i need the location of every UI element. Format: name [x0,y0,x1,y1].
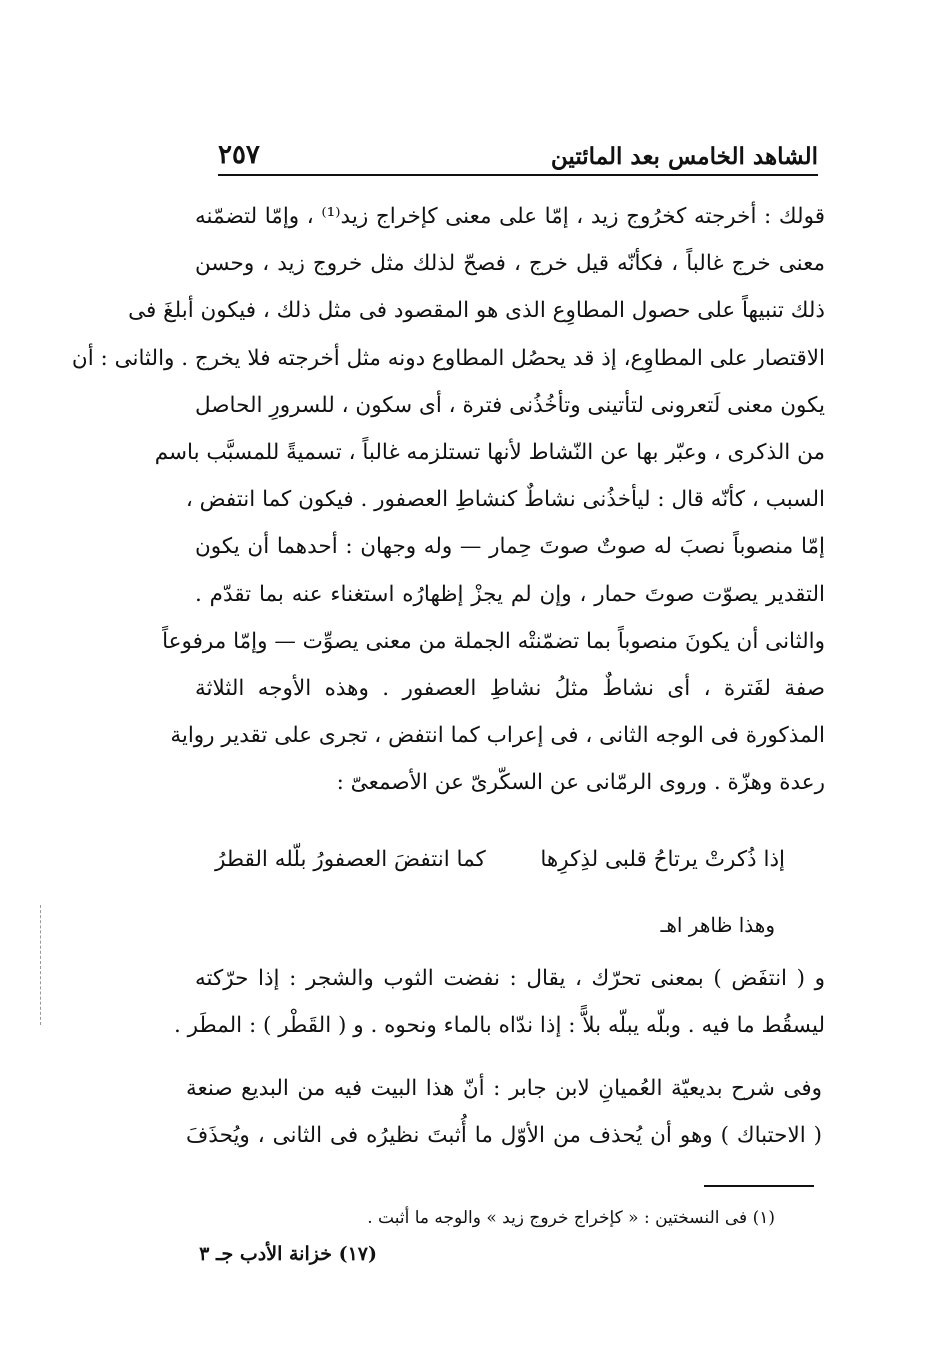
page-number: ٢٥٧ [218,140,260,170]
poetry-verse [215,835,785,883]
text-line: وفى شرح بديعيّة العُميانِ لابن جابر : أنّ هذا البيت فيه من البديع صنعة [186,1076,822,1101]
page-header [218,124,818,170]
text-line: من الذكرى ، وعبّر بها عن النّشاط لأنها تستلزمه غالباً ، تسميةً للمسبَّب باسم [154,439,825,465]
text-line: قولك : أخرجته كخرُوج زيد ، إمّا على معنى كإخراج زيد⁽¹⁾ ، وإمّا لتضمّنه [195,204,825,229]
text-line: صفة لفَترة ، أى نشاطٌ مثلُ نشاطِ العصفور . وهذه الأوجه الثلاثة [195,675,825,701]
closing-remark: وهذا ظاهر اهـ [660,913,775,937]
text-line: والثانى أن يكونَ منصوباً بما تضمّنتْه الجملة من معنى يصوِّت — وإمّا مرفوعاً [162,628,825,654]
explanation-paragraph [174,955,825,1049]
text-line: إمّا منصوباً نصبَ له صوتٌ صوتَ حِمار — وله وجهان : أحدهما أن يكون [195,534,825,560]
running-title: الشاهد الخامس بعد المائتين [550,143,818,170]
verse-first-hemistich: إذا ذُكرتْ يرتاحُ قلبى لذِكرِها [540,846,785,872]
main-paragraph [71,193,825,806]
text-line: ( الاحتباك ) وهو أن يُحذف من الأوّل ما أُثبتَ نظيرُه فى الثانى ، ويُحذَفَ [186,1123,822,1149]
header-rule [218,174,818,176]
footnote-rule [704,1185,814,1187]
verse-second-hemistich: كما انتفضَ العصفورُ بلّله القطرُ [215,846,486,872]
text-line: السبب ، كأنّه قال : ليأخذُنى نشاطٌ كنشاطِ العصفور . فيكون كما انتفض ، [185,487,825,513]
text-line: يكون معنى لَتعرونى لتأتينى وتأخُذُنى فترة ، أى سكون ، للسرورِ الحاصل [195,392,825,418]
text-line: التقدير يصوّت صوتَ حمار ، وإن لم يجزْ إظهارُه استغناء عنه بما تقدّم . [195,581,825,607]
text-line: الاقتصار على المطاوِع، إذ قد يحصُل المطاوع دونه مثل أخرجته فلا يخرج . والثانى : أن [71,345,825,371]
footnote: (١) فى النسختين : « كإخراج خروج زيد » والوجه ما أثبت . [367,1208,775,1228]
margin-tick [40,905,41,1025]
text-line: ذلك تنبيهاً على حصول المطاوِع الذى هو المقصود فى مثل ذلك ، فيكون أبلغَ فى [128,298,825,324]
printer-signature: (١٧) خزانة الأدب جـ ٣ [199,1243,377,1265]
text-line: و ( انتفَض ) بمعنى تحرّك ، يقال : نفضت الثوب والشجر : إذا حرّكته [195,966,825,991]
text-line: ليسقُط ما فيه . وبلّه يبلّه بلاًّ : إذا ندّاه بالماء ونحوه . و ( القَطْر ) : المطَر . [174,1013,825,1039]
text-line: رعدة وهزّة . وروى الرمّانى عن السكّرىّ عن الأصمعىّ : [336,770,825,796]
text-line: المذكورة فى الوجه الثانى ، فى إعراب كما انتفض ، تجرى على تقدير رواية [170,723,825,749]
text-line: معنى خرج غالباً ، فكأنّه قيل خرج ، فصحّ لذلك مثل خروج زيد ، وحسن [195,251,825,277]
commentary-paragraph [186,1065,822,1159]
